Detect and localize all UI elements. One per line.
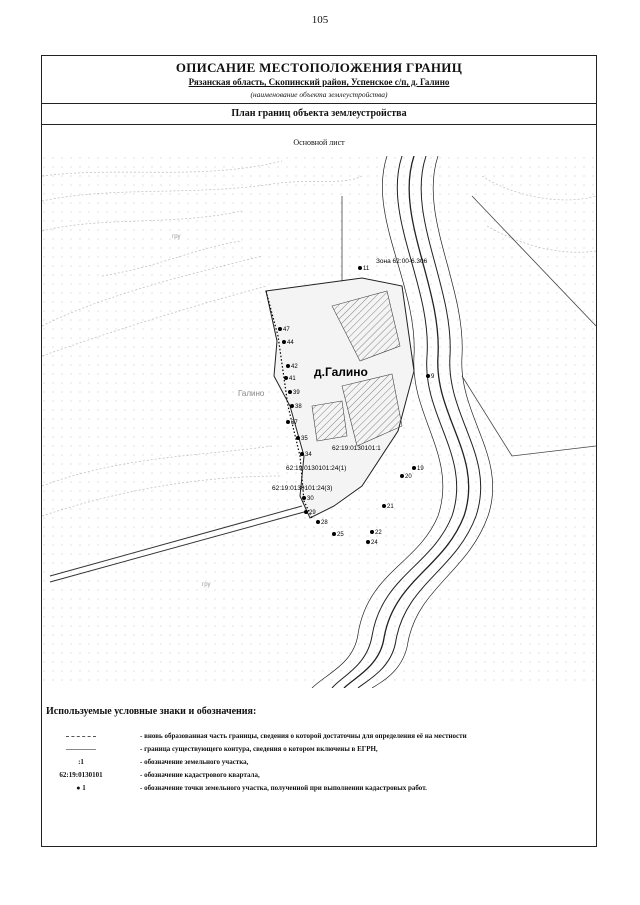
survey-point-label: 30 [307,496,314,502]
document-frame [41,55,597,847]
survey-point-marker [286,420,290,424]
legend-text: - обозначение земельного участка, [140,758,249,766]
survey-point-label: 29 [309,510,316,516]
road-label: гру [172,234,181,240]
object-name-text: Рязанская область, Скопинский район, Успенское с/п, д. Галино [188,77,450,87]
legend-text: - граница существующего контура, сведения о котором включены в ЕГРН, [140,745,378,753]
legend-symbol: ● 1 [76,784,86,792]
legend-symbol: :1 [78,758,84,766]
legend-title: Используемые условные знаки и обозначения: [46,706,257,717]
survey-point-marker [278,327,282,331]
divider [42,103,596,104]
survey-point-label: 44 [287,340,294,346]
place-label: Галино [238,389,265,398]
survey-point-marker [282,340,286,344]
legend-text: - обозначение кадастрового квартала, [140,771,260,779]
line-symbol [66,749,96,750]
survey-point-label: 28 [321,520,328,526]
survey-point-marker [296,436,300,440]
plan-title: План границ объекта землеустройства [231,108,407,119]
survey-point-marker [332,532,336,536]
legend-item [42,771,596,783]
survey-point-marker [382,504,386,508]
map-canvas [42,156,596,688]
survey-point-label: 38 [295,404,302,410]
survey-point-label: 25 [337,532,344,538]
survey-point-marker [426,374,430,378]
survey-point-label: 41 [289,376,296,382]
survey-point-marker [300,452,304,456]
parcel-label: 62:19:0130101:24(3) [272,485,333,492]
object-name [42,77,596,87]
village-label: д.Галино [314,365,368,379]
survey-point-marker [370,530,374,534]
legend-item [42,758,596,770]
parcel-label: 62:19:0130101:1 [332,445,381,452]
survey-point-label: 42 [291,364,298,370]
survey-point-marker [412,466,416,470]
legend-text: - обозначение точки земельного участка, полученной при выполнении кадастровых работ. [140,784,427,792]
legend-symbol [46,745,116,753]
survey-point-marker [284,376,288,380]
survey-point-label: 37 [291,420,298,426]
survey-point-label: 20 [405,474,412,480]
survey-point-label: 21 [387,504,394,510]
survey-point-marker [290,404,294,408]
sheet-label: Основной лист [293,138,345,147]
survey-point-marker [366,540,370,544]
object-name-caption: (наименование объекта землеустройства) [250,90,388,99]
survey-point-marker [400,474,404,478]
survey-point-label: 19 [417,466,424,472]
document-title: ОПИСАНИЕ МЕСТОПОЛОЖЕНИЯ ГРАНИЦ [175,60,463,75]
legend-item [42,732,596,744]
survey-point-label: 11 [363,266,370,272]
building-hatch [312,401,347,441]
page-number: 105 [311,14,329,26]
legend-symbol [46,732,116,740]
survey-point-label: 24 [371,540,378,546]
legend-item [42,784,596,796]
legend-item [42,745,596,757]
survey-point-marker [286,364,290,368]
line-symbol [66,736,96,737]
legend-text: - вновь образованная часть границы, сведения о которой достаточны для определения её на местности [140,732,467,740]
survey-point-label: 35 [301,436,308,442]
survey-point-marker [302,496,306,500]
survey-point-marker [316,520,320,524]
parcel-label: 62:19:0130101:24(1) [286,465,347,472]
survey-point-marker [288,390,292,394]
road-label: гру [202,582,211,588]
survey-point-marker [304,510,308,514]
cadastral-map [42,156,596,688]
survey-point-marker [358,266,362,270]
survey-point-label: 9 [431,374,435,380]
survey-point-label: 22 [375,530,382,536]
survey-point-label: 34 [305,452,312,458]
legend-symbol: 62:19:0130101 [59,771,103,779]
divider [42,124,596,125]
zone-label: Зона 62:00-6.306 [376,258,428,265]
survey-point-label: 39 [293,390,300,396]
survey-point-label: 47 [283,327,290,333]
